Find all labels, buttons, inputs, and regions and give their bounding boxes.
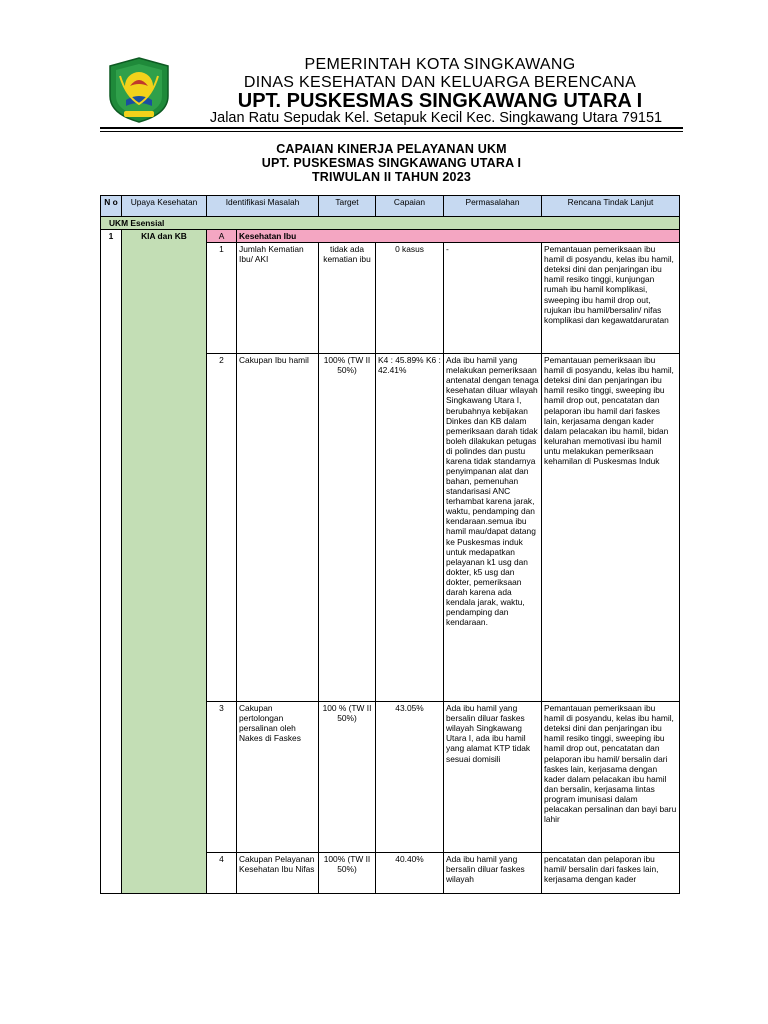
row-indikator: Jumlah Kematian Ibu/ AKI — [237, 243, 319, 354]
subgroup-name: Kesehatan Ibu — [237, 230, 680, 243]
group-name: KIA dan KB — [122, 230, 207, 894]
row-number: 3 — [207, 702, 237, 853]
row-number: 4 — [207, 853, 237, 894]
row-rencana-tindak-lanjut: Pemantauan pemeriksaan ibu hamil di posyandu, kelas ibu hamil, deteksi dini dan penjaringan ibu hamil resiko tinggi, sweeping ibu hamil drop out, pencatatan dan pelaporan ibu hamil/ bersalin dari faskes lain, kerjasama dengan kader dalam pelacakan ibu hamil dan bersalin, kerjasama lintas program imunisasi dalam pelacakan persalinan dan bayi baru lahir — [542, 702, 680, 853]
header-no: N o — [101, 196, 122, 217]
row-number: 2 — [207, 354, 237, 702]
performance-table — [100, 195, 680, 894]
letterhead-address: Jalan Ratu Sepudak Kel. Setapuk Kecil Kec. Singkawang Utara 79151 — [209, 110, 663, 126]
row-rencana-tindak-lanjut: pencatatan dan pelaporan ibu hamil/ bersalin dari faskes lain, kerjasama dengan kader — [542, 853, 680, 894]
group-number: 1 — [101, 230, 122, 894]
header-permasalahan: Permasalahan — [444, 196, 542, 217]
row-rencana-tindak-lanjut: Pemantauan pemeriksaan ibu hamil di posyandu, kelas ibu hamil, deteksi dini dan penjaringan ibu hamil resiko tinggi, sweeping ibu hamil drop out, pencatatan dan pelaporan ibu hamil dari faskes lain, kerjasama dengan kader dalam pelacakan ibu hamil, bidan kelurahan memotivasi ibu hamil untu melakukan pemeriksaan kehamilan di Puskesmas Induk — [542, 354, 680, 702]
header-capaian: Capaian — [376, 196, 444, 217]
header-upaya-kesehatan: Upaya Kesehatan — [122, 196, 207, 217]
letterhead-government: PEMERINTAH KOTA SINGKAWANG — [304, 56, 576, 73]
header-rencana-tindak-lanjut: Rencana Tindak Lanjut — [542, 196, 680, 217]
row-target: tidak ada kematian ibu — [319, 243, 376, 354]
row-permasalahan: Ada ibu hamil yang melakukan pemeriksaan antenatal dengan tenaga kesehatan diluar wilayah Singkawang Utara I, berubahnya kebijakan Dinkes dan KB dalam pemeriksaan darah tidak boleh dilakukan petugas di polindes dan pustu karena tidak standarnya penyimpanan alat dan bahan, pemenuhan standarisasi ANC terhambat karena jarak, waktu, pendamping dan kendaraan.semua ibu hamil mau/dapat datang ke Puskesmas induk untuk medapatkan pelayanan k1 usg dan dokter, k5 usg dan dokter, pemeriksaan darah karena ada kendala jarak, waktu, pendamping dan kendaraan. — [444, 354, 542, 702]
row-target: 100% (TW II 50%) — [319, 354, 376, 702]
row-capaian: K4 : 45.89% K6 : 42.41% — [376, 354, 444, 702]
document-subtitle: UPT. PUSKESMAS SINGKAWANG UTARA I — [261, 156, 522, 170]
subgroup-row — [101, 230, 680, 243]
row-capaian: 43.05% — [376, 702, 444, 853]
letterhead-department: DINAS KESEHATAN DAN KELUARGA BERENCANA — [243, 74, 637, 91]
row-number: 1 — [207, 243, 237, 354]
header-identifikasi-masalah: Identifikasi Masalah — [207, 196, 319, 217]
table-header-row — [101, 196, 680, 217]
section-label: UKM Esensial — [101, 217, 680, 230]
row-permasalahan: Ada ibu hamil yang bersalin diluar faskes wilayah — [444, 853, 542, 894]
row-capaian: 0 kasus — [376, 243, 444, 354]
subgroup-code: A — [207, 230, 237, 243]
row-rencana-tindak-lanjut: Pemantauan pemeriksaan ibu hamil di posyandu, kelas ibu hamil, deteksi dini dan penjaringan ibu hamil resiko tinggi, kunjungan rumah ibu hamil komplikasi, sweeping ibu hamil drop out, rujukan ibu hamil/bersalin/ nifas komplikasi dan kegawatdaruratan — [542, 243, 680, 354]
document-title: CAPAIAN KINERJA PELAYANAN UKM — [276, 142, 507, 156]
row-indikator: Cakupan Ibu hamil — [237, 354, 319, 702]
row-indikator: Cakupan Pelayanan Kesehatan Ibu Nifas — [237, 853, 319, 894]
row-target: 100% (TW II 50%) — [319, 853, 376, 894]
row-indikator: Cakupan pertolongan persalinan oleh Nakes di Faskes — [237, 702, 319, 853]
letterhead-institution: UPT. PUSKESMAS SINGKAWANG UTARA I — [237, 90, 643, 112]
city-emblem-logo — [106, 56, 172, 124]
row-capaian: 40.40% — [376, 853, 444, 894]
section-row — [101, 217, 680, 230]
row-permasalahan: Ada ibu hamil yang bersalin diluar faskes wilayah Singkawang Utara I, ada ibu hamil yang alamat KTP tidak sesuai domisili — [444, 702, 542, 853]
letterhead-rule-thin — [100, 131, 683, 132]
letterhead-rule-thick — [100, 127, 683, 129]
document-period: TRIWULAN II TAHUN 2023 — [311, 170, 472, 184]
row-permasalahan: - — [444, 243, 542, 354]
row-target: 100 % (TW II 50%) — [319, 702, 376, 853]
header-target: Target — [319, 196, 376, 217]
